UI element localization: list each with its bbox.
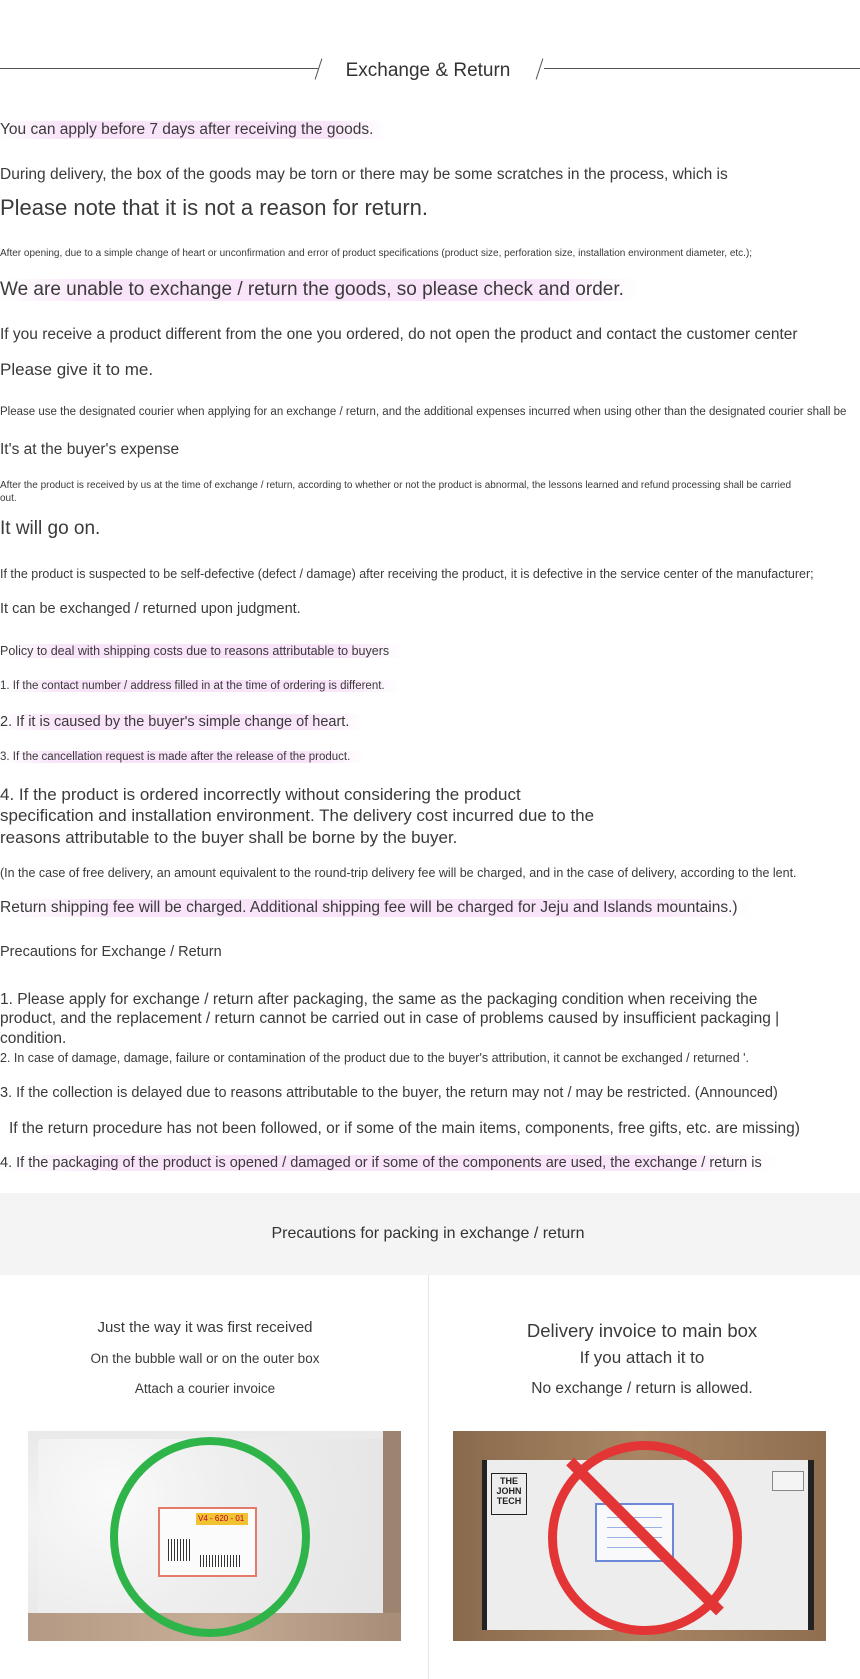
policy-line-delivery-scratches: During delivery, the box of the goods may be torn or there may be some scratches in the process, which is <box>0 166 728 183</box>
policy-item-1: 1. If the contact number / address filled in at the time of ordering is different. <box>0 680 399 692</box>
policy-line-buyer-expense: It's at the buyer's expense <box>0 441 180 458</box>
invoice-code: V4 - 620 - 01 <box>198 1514 245 1523</box>
policy-item-4: 4. If the product is ordered incorrectly without considering the product specification and installation environment. The delivery cost incurred due to the reasons attributable to the buyer shall be borne by the buyer. <box>0 785 595 847</box>
right-caption-3: No exchange / return is allowed. <box>531 1380 753 1397</box>
right-caption-1: Delivery invoice to main box <box>526 1320 758 1341</box>
policy-line-designated-courier: Please use the designated courier when applying for an exchange / return, and the additional expenses incurred when using other than the designated courier shall be <box>0 406 847 418</box>
policy-line-apply-window: You can apply before 7 days after receiving the goods. <box>0 121 387 139</box>
policy-line-upon-judgment: It can be exchanged / returned upon judgment. <box>0 601 301 617</box>
brand-logo: THE JOHN TECH <box>491 1473 527 1515</box>
policy-line-self-defective: If the product is suspected to be self-defective (defect / damage) after receiving the product, it is defective in the service center of the manufacturer; <box>0 567 814 581</box>
ok-circle-icon <box>110 1437 310 1637</box>
page-title: Exchange & Return <box>345 60 511 81</box>
left-caption-2: On the bubble wall or on the outer box <box>90 1351 320 1366</box>
floor-edge <box>383 1431 401 1641</box>
box-sticker <box>772 1471 804 1491</box>
policy-line-free-delivery: (In the case of free delivery, an amount equivalent to the round-trip delivery fee will be charged, and in the case of delivery, according to the lent. <box>0 866 797 880</box>
policy-line-different-product: If you receive a product different from the one you ordered, do not open the product and contact the customer center <box>0 326 798 343</box>
precaution-item-4: 4. If the packaging of the product is opened / damaged or if some of the components are used, the exchange / return is <box>0 1155 776 1171</box>
precaution-item-3-cont: If the return procedure has not been followed, or if some of the main items, components, free gifts, etc. are missing) <box>9 1120 800 1137</box>
policy-line-unable-exchange: We are unable to exchange / return the goods, so please check and order. <box>0 279 638 301</box>
policy-line-not-reason: Please note that it is not a reason for return. <box>0 195 429 220</box>
correct-packing-photo <box>28 1431 401 1641</box>
policy-line-will-go-on: It will go on. <box>0 518 101 539</box>
policy-line-after-received: After the product is received by us at the time of exchange / return, according to whether or not the product is abnormal, the lessons learned and refund processing shall be carried out. <box>0 480 792 504</box>
policy-line-after-opening: After opening, due to a simple change of heart or unconfirmation and error of product specifications (product size, perforation size, installation environment diameter, etc.); <box>0 248 753 259</box>
policy-item-2: 2. If it is caused by the buyer's simple change of heart. <box>0 714 363 730</box>
policy-item-3: 3. If the cancellation request is made after the release of the product. <box>0 751 364 763</box>
header-rule-right <box>544 68 860 69</box>
policy-line-give-it: Please give it to me. <box>0 360 154 379</box>
precaution-item-1: 1. Please apply for exchange / return after packaging, the same as the packaging condition when receiving the product, and the replacement / return cannot be carried out in case of problems caused by insufficient packaging | condition. <box>0 991 780 1047</box>
precaution-item-2: 2. In case of damage, damage, failure or contamination of the product due to the buyer's attribution, it cannot be exchanged / returned '. <box>0 1051 749 1065</box>
left-caption-3: Attach a courier invoice <box>134 1381 276 1396</box>
wrong-packing-photo <box>453 1431 826 1641</box>
policy-line-return-fee: Return shipping fee will be charged. Additional shipping fee will be charged for Jeju and Islands mountains.) <box>0 899 752 917</box>
policy-line-shipping-policy: Policy to deal with shipping costs due to reasons attributable to buyers <box>0 644 403 658</box>
packing-title: Precautions for packing in exchange / return <box>271 1225 585 1242</box>
section-heading-precautions: Precautions for Exchange / Return <box>0 944 222 960</box>
precaution-item-3: 3. If the collection is delayed due to reasons attributable to the buyer, the return may not / may be restricted. (Announced) <box>0 1085 778 1101</box>
left-caption-1: Just the way it was first received <box>97 1319 313 1336</box>
right-caption-2: If you attach it to <box>579 1348 705 1367</box>
